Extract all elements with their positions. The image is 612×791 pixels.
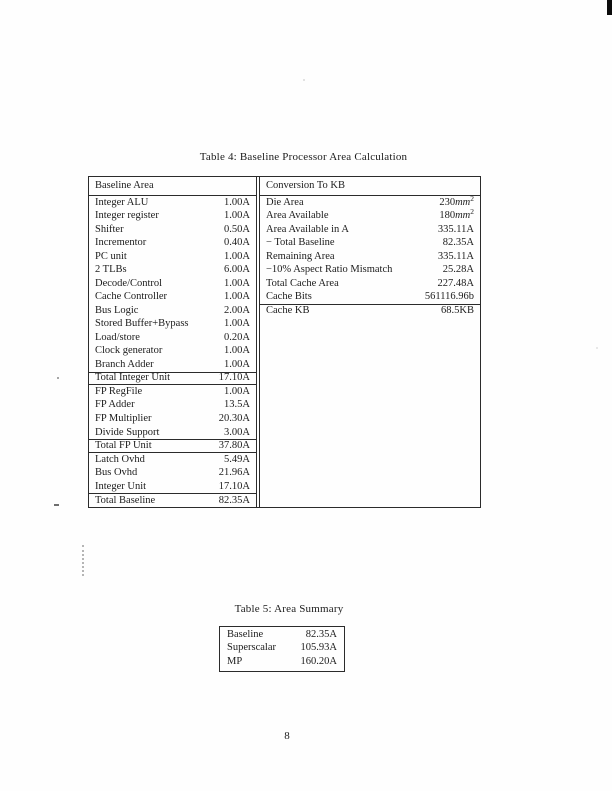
row-label: − Total Baseline xyxy=(266,237,335,249)
table-row xyxy=(89,426,256,440)
row-value: 13.5A xyxy=(224,399,250,411)
table-row xyxy=(89,358,256,372)
row-label: Integer ALU xyxy=(95,196,149,208)
row-label: 2 TLBs xyxy=(95,264,127,276)
table-row xyxy=(89,399,256,413)
row-label: Divide Support xyxy=(95,426,160,438)
row-value: 1.00A xyxy=(224,358,250,370)
table-row xyxy=(89,493,256,507)
row-value: 105.93A xyxy=(300,642,337,654)
row-label: Area Available xyxy=(266,210,329,222)
row-label: Latch Ovhd xyxy=(95,453,145,465)
row-value: 1.00A xyxy=(224,277,250,289)
table-row xyxy=(260,193,480,210)
table-row xyxy=(89,466,256,480)
row-value: 2.00A xyxy=(224,304,250,316)
baseline-area-rows xyxy=(89,196,256,507)
row-value: 335.11A xyxy=(437,250,474,262)
row-value: 3.00A xyxy=(224,426,250,438)
scan-artifact-speck xyxy=(596,347,598,349)
row-label: Cache KB xyxy=(266,305,310,317)
table-row xyxy=(89,345,256,359)
row-label: Total Integer Unit xyxy=(95,372,171,384)
table-row xyxy=(89,196,256,210)
row-value: 0.50A xyxy=(224,223,250,235)
row-label: Decode/Control xyxy=(95,277,163,289)
table-row xyxy=(260,291,480,305)
row-value: 335.11A xyxy=(437,223,474,235)
row-value: 160.20A xyxy=(300,655,337,667)
row-label: Remaining Area xyxy=(266,250,335,262)
row-label: PC unit xyxy=(95,250,127,262)
table-row xyxy=(89,264,256,278)
table-row xyxy=(89,304,256,318)
table-row xyxy=(89,453,256,467)
area-summary-rows xyxy=(220,628,344,669)
table-row xyxy=(89,412,256,426)
table-row xyxy=(89,331,256,345)
row-label: Total Cache Area xyxy=(266,277,339,289)
row-label: Stored Buffer+Bypass xyxy=(95,318,189,330)
row-value: 17.10A xyxy=(218,480,250,492)
table4-baseline-area-column xyxy=(89,177,257,507)
table-row xyxy=(89,237,256,251)
row-value: 37.80A xyxy=(218,440,250,452)
row-value: 5.49A xyxy=(224,453,250,465)
row-value: 1.00A xyxy=(224,385,250,397)
row-value: 1.00A xyxy=(224,291,250,303)
table-row xyxy=(89,250,256,264)
row-label: Cache Bits xyxy=(266,291,312,303)
row-label: Clock generator xyxy=(95,345,163,357)
row-label: FP RegFile xyxy=(95,385,143,397)
row-value: 1.00A xyxy=(224,318,250,330)
table5 xyxy=(219,626,345,672)
row-label: Superscalar xyxy=(227,642,276,654)
row-value: 82.35A xyxy=(305,628,337,640)
row-label: Total FP Unit xyxy=(95,440,152,452)
table-row xyxy=(260,304,480,318)
table-row xyxy=(260,250,480,264)
row-label: Shifter xyxy=(95,223,124,235)
table-row xyxy=(89,385,256,399)
row-label: Die Area xyxy=(266,196,304,208)
row-label: FP Adder xyxy=(95,399,135,411)
table-row xyxy=(89,480,256,494)
scan-artifact-speck xyxy=(57,377,59,379)
row-label: MP xyxy=(227,655,243,667)
table-row xyxy=(89,372,256,386)
row-value: 0.20A xyxy=(224,331,250,343)
row-label: Load/store xyxy=(95,331,140,343)
row-label: Bus Ovhd xyxy=(95,467,138,479)
table4 xyxy=(88,176,481,508)
row-value: 1.00A xyxy=(224,250,250,262)
row-label: Area Available in A xyxy=(266,223,349,235)
page-number: 8 xyxy=(284,730,290,742)
row-value: 561116.96b xyxy=(424,291,474,303)
table-row xyxy=(220,628,344,642)
table4-caption: Table 4: Baseline Processor Area Calculation xyxy=(199,151,408,163)
conversion-rows xyxy=(260,193,480,318)
row-value: $180mm^2$ xyxy=(439,207,474,222)
table-row xyxy=(89,223,256,237)
row-value: 82.35A xyxy=(218,494,250,506)
column-header-baseline-area: Baseline Area xyxy=(89,177,256,196)
table4-conversion-column xyxy=(259,177,480,507)
column-header-conversion-to-kb: Conversion To KB xyxy=(260,177,480,196)
row-value: 0.40A xyxy=(224,237,250,249)
table-row xyxy=(260,264,480,278)
row-value: 6.00A xyxy=(224,264,250,276)
scan-artifact-speck xyxy=(303,79,305,81)
table-row xyxy=(89,291,256,305)
table-row xyxy=(89,277,256,291)
row-label: Cache Controller xyxy=(95,291,168,303)
table-row xyxy=(89,318,256,332)
table-row xyxy=(220,655,344,669)
row-label: Integer Unit xyxy=(95,480,147,492)
row-value: 82.35A xyxy=(442,237,474,249)
row-value: $230mm^2$ xyxy=(439,193,474,208)
row-label: Total Baseline xyxy=(95,494,156,506)
row-label: FP Multiplier xyxy=(95,413,152,424)
scan-artifact-dot-column xyxy=(82,545,84,576)
table-row xyxy=(260,277,480,291)
table-row xyxy=(89,439,256,453)
row-value: 20.30A xyxy=(218,413,250,424)
row-label: Baseline xyxy=(227,628,264,640)
table5-caption: Table 5: Area Summary xyxy=(234,603,344,615)
table-row xyxy=(260,237,480,251)
row-value: 1.00A xyxy=(224,345,250,357)
row-value: 21.96A xyxy=(218,467,250,479)
table-row xyxy=(260,207,480,224)
row-value: 227.48A xyxy=(437,277,474,289)
scan-artifact-corner-bar xyxy=(607,0,612,15)
row-value: 1.00A xyxy=(224,196,250,208)
row-label: Incrementor xyxy=(95,237,147,249)
table-row xyxy=(260,223,480,237)
row-value: 68.5KB xyxy=(441,305,474,317)
scan-artifact-dash xyxy=(54,504,59,506)
row-value: 17.10A xyxy=(218,372,250,384)
table-row xyxy=(220,642,344,656)
table-row xyxy=(89,210,256,224)
row-label: −10% Aspect Ratio Mismatch xyxy=(266,264,393,276)
row-value: 1.00A xyxy=(224,210,250,222)
row-label: Branch Adder xyxy=(95,358,154,370)
row-label: Bus Logic xyxy=(95,304,139,316)
row-value: 25.28A xyxy=(442,264,474,276)
row-label: Integer register xyxy=(95,210,159,222)
